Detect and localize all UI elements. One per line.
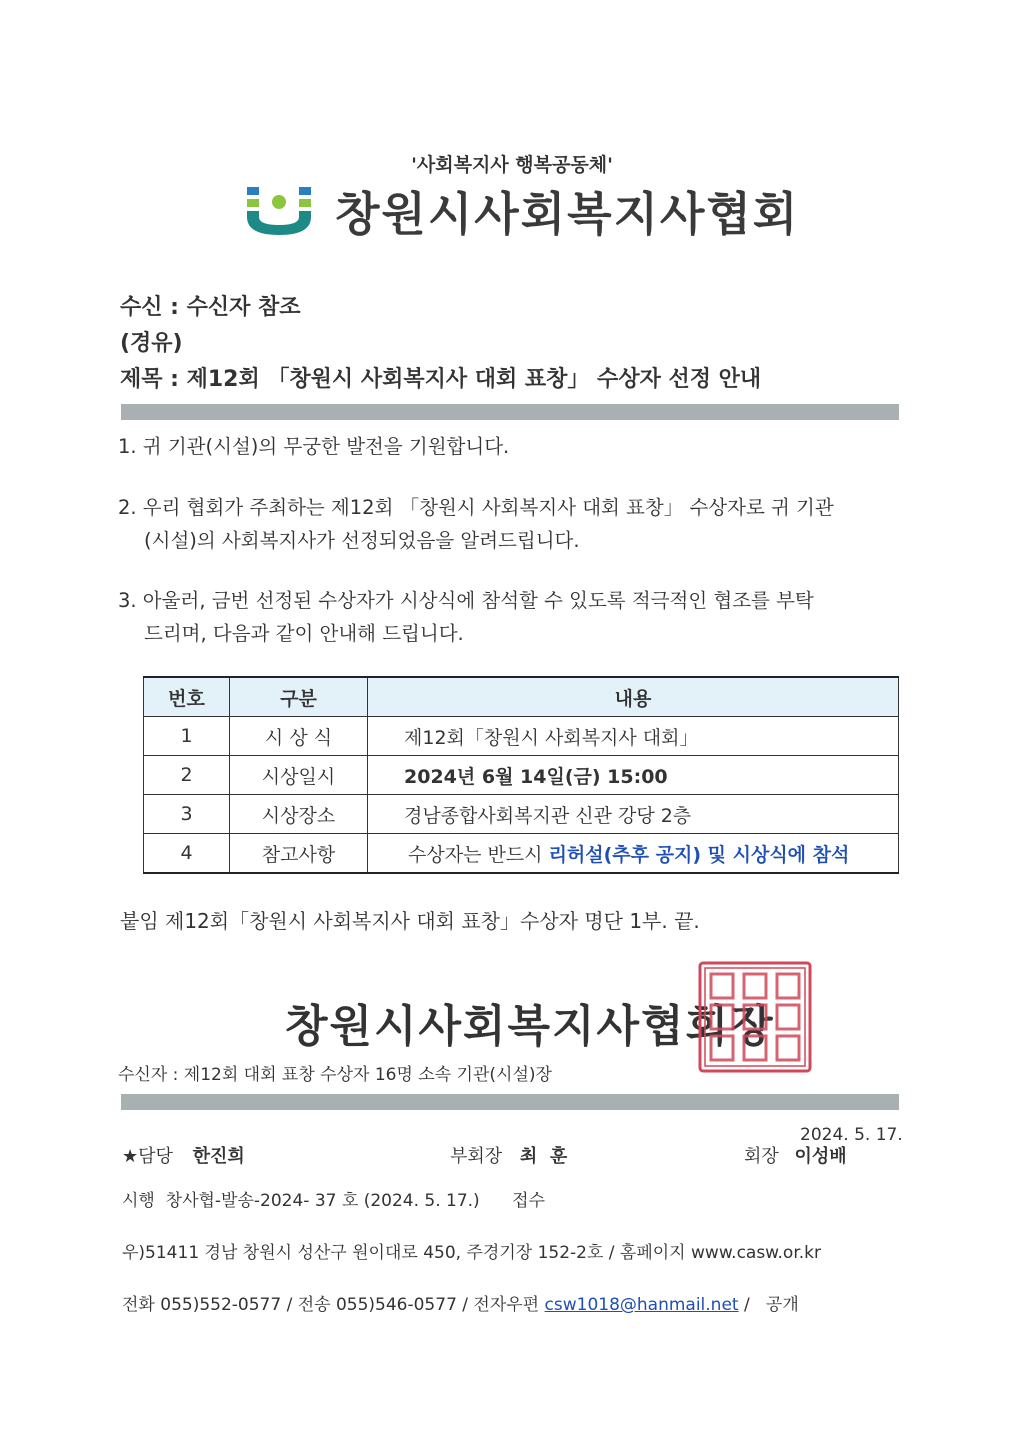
paragraph-3-line-2: 드리며, 다음과 같이 안내해 드립니다. [144, 622, 464, 645]
vice-president [450, 1142, 567, 1168]
row-content [368, 834, 899, 874]
row-number: 1 [144, 717, 230, 756]
paragraph-1 [118, 430, 509, 463]
sender-name: 창원시사회복지사협회장 [285, 1001, 775, 1052]
recipients-line: 수신자 : 제12회 대회 표창 수상자 16명 소속 기관(시설)장 [118, 1065, 552, 1085]
row-number: 2 [144, 756, 230, 795]
paragraph-2-line-1: 2. 우리 협회가 주최하는 제12회 「창원시 사회복지사 대회 표창」 수상자로 귀 기관 [118, 496, 834, 519]
vice-president-name: 최 훈 [519, 1146, 568, 1167]
receipt-label: 접수 [512, 1191, 545, 1211]
doc-number-line [122, 1186, 545, 1211]
table-row [144, 834, 899, 874]
table-row [144, 717, 899, 756]
row-content-highlight: 리허설(추후 공지) 및 시상식에 참석 [548, 843, 850, 866]
via-line: (경유) [120, 331, 183, 356]
attachment-line: 붙임 제12회「창원시 사회복지사 대회 표창」수상자 명단 1부. 끝. [120, 909, 700, 933]
footer-divider-bar [121, 1094, 899, 1110]
president-name: 이성배 [794, 1146, 847, 1167]
disclosure: / 공개 [738, 1295, 799, 1315]
header-content: 내용 [368, 677, 899, 717]
row-category: 시 상 식 [230, 717, 368, 756]
ceremony-info-table [143, 676, 899, 874]
row-category: 시상장소 [230, 795, 368, 834]
paragraph-3 [118, 584, 814, 650]
org-name: 창원시사회복지사협회 [335, 187, 800, 241]
paragraph-2-line-2: (시설)의 사회복지사가 선정되었음을 알려드립니다. [144, 529, 580, 552]
table-row [144, 756, 899, 795]
table-header-row [144, 677, 899, 717]
phone-fax: 전화 055)552-0577 / 전송 055)546-0577 / 전자우편 [122, 1295, 545, 1315]
paragraph-2 [118, 491, 834, 557]
row-number: 3 [144, 795, 230, 834]
paragraph-1-text: 1. 귀 기관(시설)의 무궁한 발전을 기원합니다. [118, 435, 510, 458]
president [744, 1142, 847, 1168]
row-content: 제12회「창원시 사회복지사 대회」 [368, 717, 899, 756]
row-content: 2024년 6월 14일(금) 15:00 [368, 756, 899, 795]
subject-line: 제목 : 제12회 「창원시 사회복지사 대회 표창」 수상자 선정 안내 [120, 367, 762, 392]
casw-logo-icon [245, 185, 313, 237]
row-content-prefix: 수상자는 반드시 [408, 843, 549, 866]
drafter [122, 1142, 245, 1168]
slogan: '사회복지사 행복공동체' [411, 154, 613, 176]
drafter-name: 한진희 [192, 1146, 245, 1167]
recipient-line: 수신 : 수신자 참조 [120, 295, 301, 320]
row-number: 4 [144, 834, 230, 874]
divider-bar [121, 404, 899, 420]
row-content: 경남종합사회복지관 신관 강당 2층 [368, 795, 899, 834]
row-category: 시상일시 [230, 756, 368, 795]
address-line: 우)51411 경남 창원시 성산구 원이대로 450, 주경기장 152-2호 / 홈페이지 www.casw.or.kr [122, 1243, 822, 1263]
president-label: 회장 [744, 1146, 779, 1167]
vice-president-label: 부회장 [450, 1146, 503, 1167]
header-number: 번호 [144, 677, 230, 717]
contact-line [122, 1290, 799, 1315]
table-row [144, 795, 899, 834]
doc-number: 시행 창사협-발송-2024- 37 호 (2024. 5. 17.) [122, 1191, 480, 1211]
row-category: 참고사항 [230, 834, 368, 874]
email-link[interactable]: csw1018@hanmail.net [544, 1295, 739, 1315]
paragraph-3-line-1: 3. 아울러, 금번 선정된 수상자가 시상식에 참석할 수 있도록 적극적인 협조를 부탁 [118, 589, 814, 612]
approval-date: 2024. 5. 17. [800, 1125, 903, 1145]
org-header [245, 180, 799, 242]
official-seal-icon [697, 960, 813, 1074]
drafter-label: ★담당 [122, 1146, 173, 1167]
header-category: 구분 [230, 677, 368, 717]
